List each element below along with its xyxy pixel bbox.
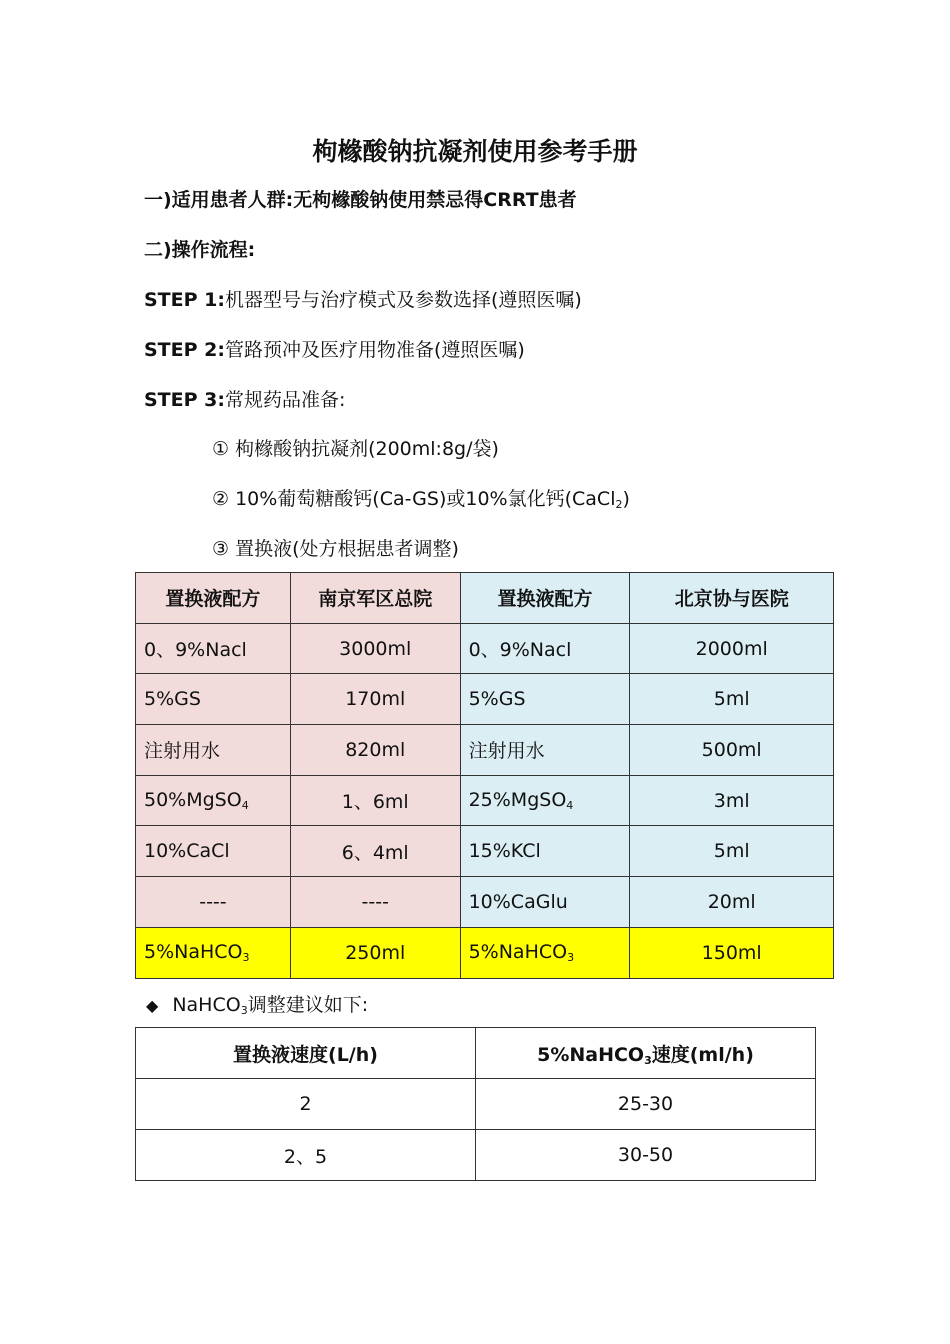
- step-1-text: 机器型号与治疗模式及参数选择(遵照医嘱): [224, 289, 582, 311]
- step-1: [144, 286, 582, 314]
- table-cell: 170ml: [290, 674, 460, 725]
- cell-subscript: 4: [566, 799, 574, 813]
- replacement-fluid-table: [135, 572, 834, 979]
- table-cell: 0、9%Nacl: [460, 623, 630, 674]
- table-cell: 注射用水: [460, 725, 630, 776]
- cell-subscript: 3: [567, 951, 575, 965]
- table-cell: 30-50: [476, 1130, 816, 1181]
- header-subscript: 3: [644, 1053, 652, 1067]
- table-cell: 5ml: [630, 826, 834, 877]
- table-row: [136, 725, 834, 776]
- table-row-highlight: [136, 927, 834, 978]
- drug-item-citrate: ① 枸橼酸钠抗凝剂(200ml:8g/袋): [212, 438, 499, 460]
- table-cell: 0、9%Nacl: [136, 623, 291, 674]
- table-cell: 500ml: [630, 725, 834, 776]
- table-row: [136, 1079, 816, 1130]
- table-row: [136, 775, 834, 826]
- table-header: [476, 1028, 816, 1079]
- document-title: 枸橼酸钠抗凝剂使用参考手册: [312, 137, 638, 166]
- table-header: 置换液速度(L/h): [136, 1028, 476, 1079]
- table-cell: 5%GS: [136, 674, 291, 725]
- table-cell: 150ml: [630, 927, 834, 978]
- cell-text: 5%NaHCO: [468, 941, 568, 964]
- table-cell: 20ml: [630, 877, 834, 928]
- header-text: 5%NaHCO: [537, 1043, 645, 1066]
- note-subscript: 3: [240, 1004, 248, 1017]
- table-cell: 3000ml: [290, 623, 460, 674]
- drug-item-calcium-subscript: 2: [615, 498, 623, 511]
- step-2-text: 管路预冲及医疗用物准备(遵照医嘱): [224, 339, 525, 361]
- table-row: [136, 826, 834, 877]
- table-row: [136, 1130, 816, 1181]
- table-cell: 10%CaGlu: [460, 877, 630, 928]
- table-cell: 1、6ml: [290, 775, 460, 826]
- drug-item-calcium-text: ② 10%葡萄糖酸钙(Ca-GS)或10%氯化钙(CaCl: [212, 488, 616, 510]
- table-cell: [136, 775, 291, 826]
- nahco3-rate-table: [135, 1027, 816, 1181]
- note-text: NaHCO: [172, 994, 241, 1016]
- step-2-label: STEP 2:: [144, 339, 225, 361]
- cell-subscript: 4: [241, 799, 249, 813]
- table-cell: [460, 775, 630, 826]
- table-cell: ----: [136, 877, 291, 928]
- table-cell: 2、5: [136, 1130, 476, 1181]
- table-cell: 3ml: [630, 775, 834, 826]
- cell-text: 5%NaHCO: [144, 941, 243, 964]
- table-header: 置换液配方: [460, 573, 630, 624]
- cell-text: 25%MgSO: [468, 789, 567, 812]
- table-cell: 820ml: [290, 725, 460, 776]
- table-cell: [460, 927, 630, 978]
- table-cell: ----: [290, 877, 460, 928]
- drug-item-calcium: [212, 485, 630, 519]
- note-text-end: 调整建议如下:: [247, 994, 369, 1016]
- step-3-text: 常规药品准备:: [224, 389, 346, 411]
- step-2: [144, 336, 525, 364]
- step-3: [144, 386, 345, 414]
- table-cell: 注射用水: [136, 725, 291, 776]
- cell-subscript: 3: [242, 951, 250, 965]
- section-procedure: 二)操作流程:: [144, 239, 256, 261]
- section-patients: 一)适用患者人群:无枸橼酸钠使用禁忌得CRRT患者: [144, 189, 577, 211]
- table-row: [136, 674, 834, 725]
- header-text-end: 速度(ml/h): [651, 1043, 754, 1066]
- diamond-bullet-icon: ◆: [146, 996, 159, 1015]
- table-cell: 25-30: [476, 1079, 816, 1130]
- table-cell: [136, 927, 291, 978]
- table-header-row: [136, 1028, 816, 1079]
- drug-item-calcium-close: ): [622, 488, 630, 510]
- table-cell: 250ml: [290, 927, 460, 978]
- table-header: 北京协与医院: [630, 573, 834, 624]
- drug-item-replacement-fluid: ③ 置换液(处方根据患者调整): [212, 538, 459, 560]
- table-header: 置换液配方: [136, 573, 291, 624]
- table-header: 南京军区总院: [290, 573, 460, 624]
- cell-text: 50%MgSO: [144, 789, 242, 812]
- table-cell: 5%GS: [460, 674, 630, 725]
- table-header-row: [136, 573, 834, 624]
- table-cell: 2000ml: [630, 623, 834, 674]
- table-cell: 10%CaCl: [136, 826, 291, 877]
- table-row: [136, 877, 834, 928]
- table-cell: 6、4ml: [290, 826, 460, 877]
- table-cell: 15%KCl: [460, 826, 630, 877]
- table-row: [136, 623, 834, 674]
- table-cell: 2: [136, 1079, 476, 1130]
- table-cell: 5ml: [630, 674, 834, 725]
- nahco3-adjustment-note: [146, 991, 368, 1025]
- step-3-label: STEP 3:: [144, 389, 225, 411]
- step-1-label: STEP 1:: [144, 289, 225, 311]
